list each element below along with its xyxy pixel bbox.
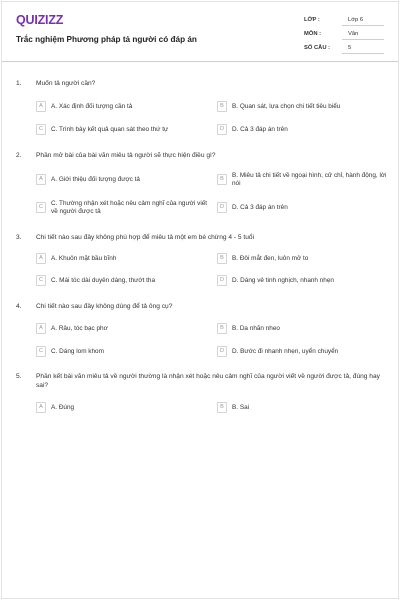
option-text: C. Mái tóc dài duyên dáng, thướt tha [51, 277, 156, 284]
option-letter-box: B [217, 253, 227, 264]
option-letter-box: A [36, 402, 46, 413]
option-text: A. Xác định đối tượng cần tả [51, 103, 133, 110]
question-text: Phần mở bài của bài văn miêu tả người sẽ thực hiện điều gì? [36, 152, 216, 159]
option-letter-box: A [36, 101, 46, 112]
meta-label: MÔN : [304, 31, 322, 37]
option-letter-box: B [217, 101, 227, 112]
option-letter-box: D [217, 124, 227, 135]
meta-value: Lớp 6 [342, 15, 384, 26]
question-number: 5. [16, 373, 22, 380]
worksheet-header [2, 2, 398, 62]
meta-row-count [304, 43, 384, 57]
option-text: A. Râu, tóc bạc phơ [51, 325, 108, 332]
option-text: B. Sai [232, 404, 250, 411]
question-text: Chi tiết nào sau đây không dùng để tả ông cụ? [36, 303, 173, 310]
quizizz-logo: QUIZIZZ [16, 13, 64, 27]
option-text: D. Bước đi nhanh nhẹn, uyển chuyển [232, 348, 339, 355]
option-text: B. Quan sát, lựa chọn chi tiết tiêu biểu [232, 103, 341, 110]
option-text: A. Khuôn mặt bầu bĩnh [51, 255, 117, 262]
option-letter-box: D [217, 346, 227, 357]
question-number: 1. [16, 80, 22, 87]
meta-label: SỐ CÂU : [304, 45, 331, 51]
option-letter-box: C [36, 124, 46, 135]
question-number: 2. [16, 152, 22, 159]
option-text: A. Giới thiệu đối tượng được tả [51, 176, 140, 183]
question-text: Phần kết bài văn miêu tả về người thường là nhận xét hoặc nêu cảm nghĩ của người viết về người được tả, đúng hay sai? [36, 373, 380, 389]
question-text: Muốn tả người cần? [36, 80, 96, 87]
meta-row-subject [304, 29, 384, 43]
option-text: B. Miêu tả chi tiết về ngoại hình, cử chỉ, hành động, lời nói [232, 172, 387, 187]
option-text: D. Cả 3 đáp án trên [232, 126, 288, 133]
option-letter-box: C [36, 202, 46, 213]
worksheet-title: Trắc nghiệm Phương pháp tả người có đáp án [16, 35, 197, 44]
option-letter-box: A [36, 253, 46, 264]
worksheet-page [1, 1, 399, 599]
option-text: D. Cả 3 đáp án trên [232, 204, 288, 211]
question-text: Chi tiết nào sau đây không phù hợp để miêu tả một em bé chừng 4 - 5 tuổi [36, 234, 255, 241]
option-letter-box: D [217, 275, 227, 286]
meta-label: LỚP : [304, 17, 320, 23]
option-letter-box: B [217, 323, 227, 334]
meta-value: 5 [342, 43, 384, 54]
option-text: A. Đúng [51, 404, 75, 411]
meta-info [304, 15, 384, 57]
option-text: B. Đôi mắt đen, luôn mở to [232, 255, 309, 262]
option-letter-box: A [36, 323, 46, 334]
meta-value: Văn [342, 29, 384, 40]
option-letter-box: B [217, 402, 227, 413]
meta-row-grade [304, 15, 384, 29]
question-number: 3. [16, 234, 22, 241]
option-text: B. Da nhăn nheo [232, 325, 280, 332]
option-text: C. Trình bày kết quả quan sát theo thứ tự [51, 126, 169, 133]
option-text: C. Dáng lom khom [51, 348, 104, 355]
option-letter-box: A [36, 174, 46, 185]
option-letter-box: B [217, 174, 227, 185]
option-letter-box: D [217, 202, 227, 213]
option-letter-box: C [36, 346, 46, 357]
option-letter-box: C [36, 275, 46, 286]
question-number: 4. [16, 303, 22, 310]
option-text: D. Dáng vẻ tinh nghịch, nhanh nhẹn [232, 277, 334, 284]
option-text: C. Thường nhận xét hoặc nêu cảm nghĩ của người viết về người được tả [51, 200, 208, 215]
